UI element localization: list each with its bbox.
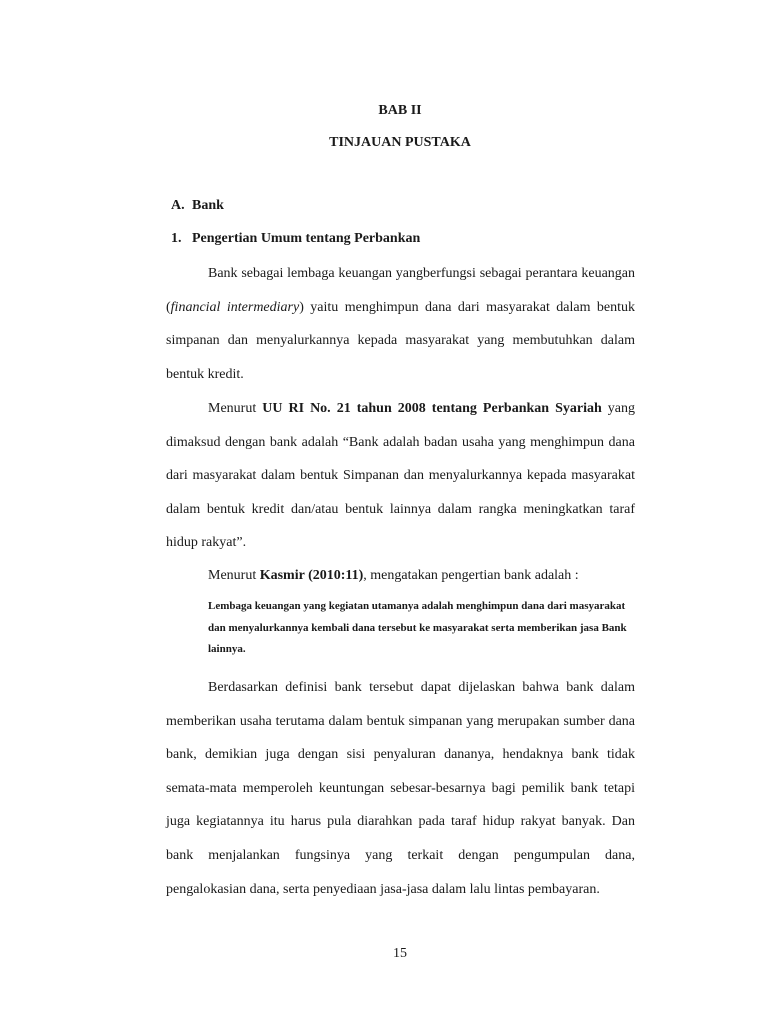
paragraph-text: yang dimaksud dengan bank adalah “Bank adalah badan usaha yang menghimpun dana dari masyarakat dalam bentuk Simpanan dan menyalurkannya kepada masyarakat dalam bentuk kredit dan/atau bentuk lainnya dalam rangka meningkatkan taraf hidup rakyat”.: [166, 401, 636, 551]
bold-reference: Kasmir (2010:11): [259, 568, 364, 583]
subsection-marker: 1.: [171, 231, 182, 246]
paragraph-explanation: Berdasarkan definisi bank tersebut dapat dijelaskan bahwa bank dalam memberikan usaha terutama dalam bentuk simpanan yang merupakan sumber dana bank, demikian juga dengan sisi penyaluran dananya, hendaknya bank tidak semata-mata memperoleh keuntungan sebesar-besarnya bagi pemilik bank tetapi juga kegiatannya itu harus pula diarahkan pada taraf hidup rakyat banyak. Dan bank menjalankan fungsinya yang terkait dengan pengumpulan dana, pengalokasian dana, serta penyediaan jasa-jasa dalam lalu lintas pembayaran.: [166, 680, 635, 897]
subsection-title: Pengertian Umum tentang Perbankan: [192, 231, 421, 246]
paragraph-text: Menurut: [208, 568, 260, 583]
paragraph-text: , mengatakan pengertian bank adalah :: [363, 568, 579, 583]
page-number: 15: [393, 946, 407, 961]
paragraph-text: Menurut: [208, 401, 263, 416]
block-quote: Lembaga keuangan yang kegiatan utamanya adalah menghimpun dana dari masyarakat dan menyalurkannya kembali dana tersebut ke masyarakat serta memberikan jasa Bank lainnya.: [208, 600, 627, 655]
paragraph-kasmir-intro: [166, 559, 635, 593]
italic-term: financial intermediary: [170, 299, 300, 315]
paragraph-text: Bank sebagai lembaga keuangan yangberfungsi sebagai perantara keuangan (: [166, 266, 635, 315]
subsection-heading-1: [171, 231, 420, 247]
paragraph-bank-definition: [166, 257, 635, 391]
bold-reference: UU RI No. 21 tahun 2008 tentang Perbankan Syariah: [262, 401, 602, 416]
section-heading-a: [171, 198, 224, 214]
section-title: Bank: [192, 198, 224, 213]
chapter-title: TINJAUAN PUSTAKA: [329, 135, 471, 150]
paragraph-uu-definition: [166, 392, 635, 560]
chapter-number: BAB II: [378, 103, 422, 118]
section-marker: A.: [171, 198, 185, 213]
paragraph-text: ) yaitu menghimpun dana dari masyarakat dalam bentuk simpanan dan menyalurkannya kepada masyarakat yang membutuhkan dalam bentuk kredit.: [166, 299, 635, 382]
